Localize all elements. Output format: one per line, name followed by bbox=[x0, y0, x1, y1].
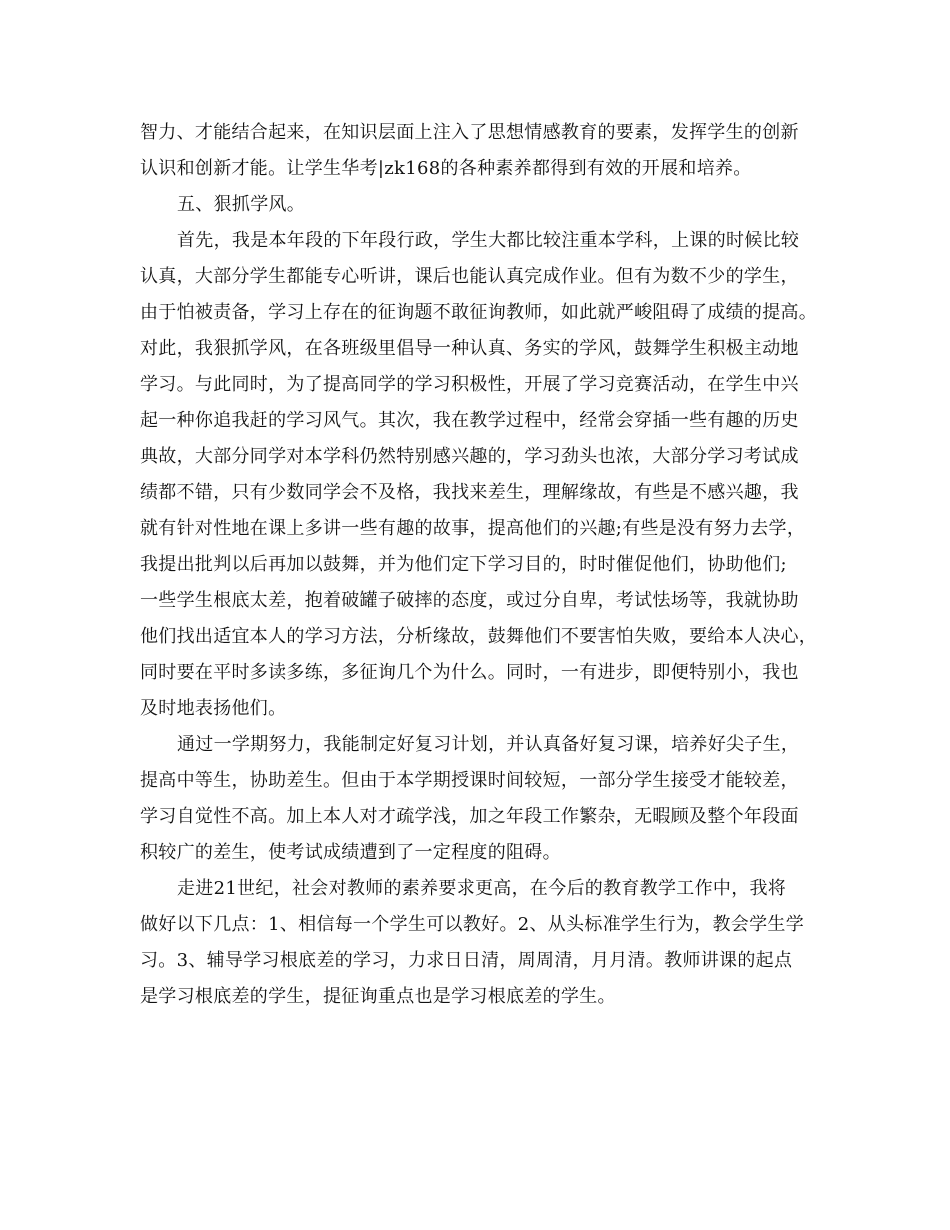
text-line: 是学习根底差的学生，提征询重点也是学习根底差的学生。 bbox=[140, 986, 616, 1007]
text-line: 绩都不错，只有少数同学会不及格，我找来差生，理解缘故，有些是不感兴趣，我 bbox=[140, 482, 799, 503]
text-line: 认真，大部分学生都能专心听讲，课后也能认真完成作业。但有为数不少的学生， bbox=[140, 266, 799, 287]
text-line: 及时地表扬他们。 bbox=[140, 698, 287, 719]
text-line: 他们找出适宜本人的学习方法，分析缘故，鼓舞他们不要害怕失败，要给本人决心， bbox=[140, 626, 818, 647]
text-line: 起一种你追我赶的学习风气。其次，我在教学过程中，经常会穿插一些有趣的历史 bbox=[140, 410, 799, 431]
text-line: 对此，我狠抓学风，在各班级里倡导一种认真、务实的学风，鼓舞学生积极主动地 bbox=[140, 338, 799, 359]
text-line: 学习自觉性不高。加上本人对才疏学浅，加之年段工作繁杂，无暇顾及整个年段面 bbox=[140, 806, 799, 827]
text-line: 积较广的差生，使考试成绩遭到了一定程度的阻碍。 bbox=[140, 842, 561, 863]
text-line: 典故，大部分同学对本学科仍然特别感兴趣的，学习劲头也浓，大部分学习考试成 bbox=[140, 446, 799, 467]
text-line: 同时要在平时多读多练，多征询几个为什么。同时，一有进步，即便特别小，我也 bbox=[140, 662, 799, 683]
section-heading: 五、狠抓学风。 bbox=[177, 194, 306, 215]
text-line: 就有针对性地在课上多讲一些有趣的故事，提高他们的兴趣;有些是没有努力去学， bbox=[140, 518, 806, 539]
text-line: 一些学生根底太差，抱着破罐子破摔的态度，或过分自卑，考试怯场等，我就协助 bbox=[140, 590, 799, 611]
text-line: 提高中等生，协助差生。但由于本学期授课时间较短，一部分学生接受才能较差， bbox=[140, 770, 799, 791]
text-line: 学习。与此同时，为了提高同学的学习积极性，开展了学习竞赛活动，在学生中兴 bbox=[140, 374, 799, 395]
text-line: 认识和创新才能。让学生华考|zk168的各种素养都得到有效的开展和培养。 bbox=[140, 158, 752, 179]
text-line: 由于怕被责备，学习上存在的征询题不敢征询教师，如此就严峻阻碍了成绩的提高。 bbox=[140, 302, 818, 323]
text-line: 通过一学期努力，我能制定好复习计划，并认真备好复习课，培养好尖子生， bbox=[177, 734, 800, 755]
text-line: 走进21世纪，社会对教师的素养要求更高，在今后的教育教学工作中，我将 bbox=[177, 878, 787, 899]
text-line: 首先，我是本年段的下年段行政，学生大都比较注重本学科，上课的时候比较 bbox=[177, 230, 800, 251]
text-line: 智力、才能结合起来，在知识层面上注入了思想情感教育的要素，发挥学生的创新 bbox=[140, 122, 799, 143]
text-line: 我提出批判以后再加以鼓舞，并为他们定下学习目的，时时催促他们，协助他们; bbox=[140, 554, 787, 575]
text-line: 做好以下几点：1、相信每一个学生可以教好。2、从头标准学生行为，教会学生学 bbox=[140, 914, 805, 935]
text-line: 习。3、辅导学习根底差的学习，力求日日清，周周清，月月清。教师讲课的起点 bbox=[140, 950, 793, 971]
